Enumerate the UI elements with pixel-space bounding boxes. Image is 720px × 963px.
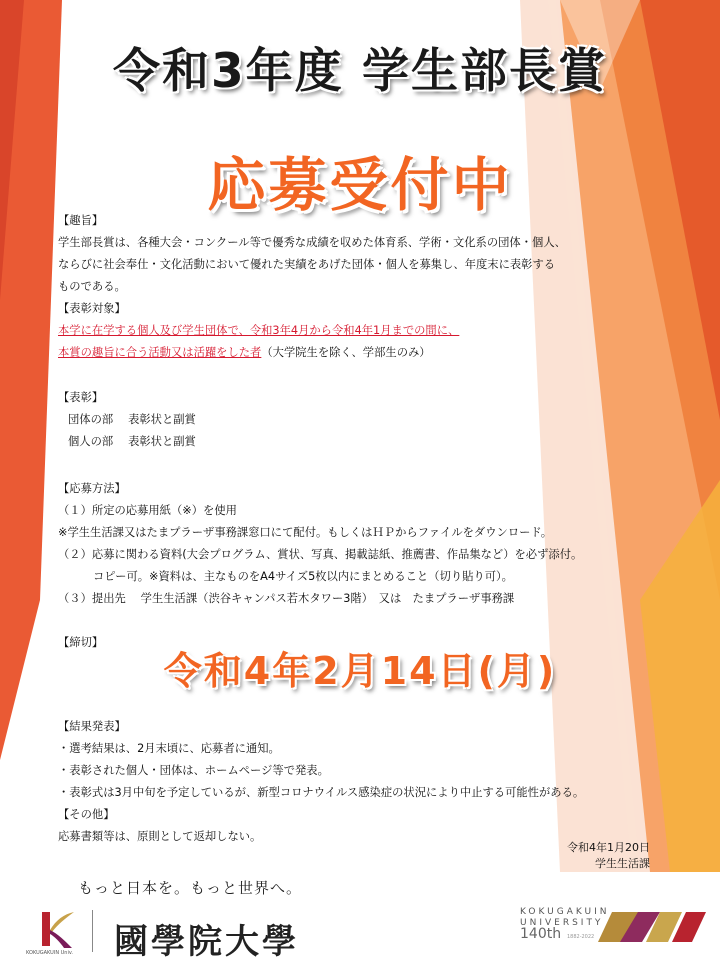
logo-caption: KOKUGAKUIN Univ.	[26, 950, 74, 956]
results-section	[58, 716, 584, 848]
award-line: 団体の部 表彰状と副賞	[68, 413, 196, 426]
deadline-date: 令和4年2月14日(月)	[163, 649, 557, 693]
issue-block	[540, 840, 650, 872]
purpose-line: ものである。	[58, 280, 126, 293]
target-heading: 【表彰対象】	[58, 302, 126, 315]
target-line-2-highlight: 本賞の趣旨に合う活動又は活躍をした者	[58, 346, 262, 359]
subheadline: 応募受付中	[207, 151, 513, 219]
english-name-line-2: UNIVERSITY	[520, 918, 604, 928]
headline: 令和3年度 学生部長賞	[112, 44, 608, 99]
purpose-section	[58, 210, 566, 364]
method-line: コピー可。※資料は、主なものをA4サイズ5枚以内にまとめること（切り貼り可）。	[93, 570, 513, 583]
method-line: ※学生生活課又はたまプラーザ事務課窓口にて配付。もしくはＨＰからファイルをダウンロード。	[58, 526, 552, 539]
results-line: ・表彰式は3月中旬を予定しているが、新型コロナウイルス感染症の状況により中止する可能性がある。	[58, 786, 585, 799]
method-section	[58, 478, 582, 610]
results-line: ・選考結果は、2月末頃に、応募者に通知。	[58, 742, 280, 755]
deadline-heading: 【締切】	[58, 636, 104, 649]
method-line: （１）所定の応募用紙（※）を使用	[58, 504, 237, 517]
method-line: （３）提出先 学生生活課（渋谷キャンパス若木タワー3階） 又は たまプラーザ事務課	[58, 592, 515, 605]
anniversary-label: 140th	[520, 926, 562, 942]
method-line: （２）応募に関わる資料(大会プログラム、賞状、写真、掲載誌紙、推薦書、作品集など）を必ず添付。	[58, 548, 583, 561]
results-line: ・表彰された個人・団体は、ホームページ等で発表。	[58, 764, 329, 777]
award-heading: 【表彰】	[58, 391, 104, 404]
target-line-2-note: （大学院生を除く、学部生のみ）	[261, 346, 431, 359]
award-line: 個人の部 表彰状と副賞	[68, 435, 196, 448]
anniversary-years: 1882-2022	[566, 934, 595, 940]
award-section	[58, 387, 196, 453]
purpose-heading: 【趣旨】	[58, 214, 104, 227]
other-line: 応募書類等は、原則として返却しない。	[58, 830, 262, 843]
method-heading: 【応募方法】	[58, 482, 126, 495]
english-name-line-1: KOKUGAKUIN	[520, 907, 610, 917]
target-line-1: 本学に在学する個人及び学生団体で、令和3年4月から令和4年1月までの間に、	[58, 324, 460, 337]
results-heading: 【結果発表】	[58, 720, 126, 733]
slogan: もっと日本を。もっと世界へ。	[78, 879, 303, 897]
university-name: 國學院大學	[114, 922, 299, 962]
purpose-line: ならびに社会奉仕・文化活動において優れた実績をあげた団体・個人を募集し、年度末に表彰する	[58, 258, 556, 271]
other-heading: 【その他】	[58, 808, 115, 821]
issue-date: 令和4年1月20日	[567, 841, 650, 854]
purpose-line: 学生部長賞は、各種大会・コンクール等で優秀な成績を収めた体育系、学術・文化系の団体・個人、	[58, 236, 566, 249]
issuer: 学生生活課	[595, 857, 650, 870]
